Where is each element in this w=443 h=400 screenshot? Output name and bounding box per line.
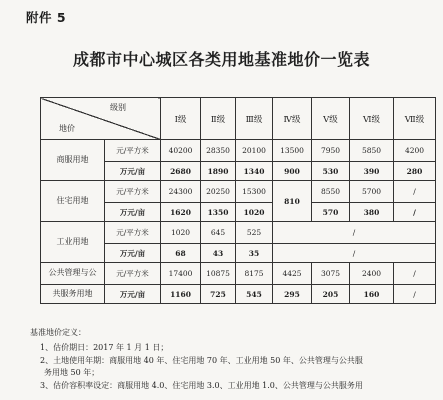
value-cell: 10875 — [201, 263, 236, 285]
value-cell: 1160 — [161, 285, 201, 304]
value-cell: 3075 — [312, 263, 350, 285]
value-cell: 15300 — [236, 181, 273, 203]
value-cell: 1020 — [236, 203, 273, 222]
value-cell: / — [394, 181, 436, 203]
value-cell: 5850 — [350, 140, 394, 162]
value-cell: / — [394, 263, 436, 285]
value-cell: 68 — [161, 244, 201, 263]
value-cell: 900 — [273, 162, 312, 181]
category-residential: 住宅用地 — [41, 181, 105, 222]
value-cell: 1020 — [161, 222, 201, 244]
table-row — [41, 285, 436, 304]
value-cell: 725 — [201, 285, 236, 304]
value-cell: 1350 — [201, 203, 236, 222]
value-cell: 28350 — [201, 140, 236, 162]
value-cell: 20250 — [201, 181, 236, 203]
value-cell: / — [394, 285, 436, 304]
value-cell: 1890 — [201, 162, 236, 181]
unit-cell: 元/平方米 — [105, 140, 161, 162]
value-cell: 4200 — [394, 140, 436, 162]
table-row — [41, 181, 436, 203]
value-cell: 2680 — [161, 162, 201, 181]
value-cell: 43 — [201, 244, 236, 263]
note-item: 1、估价期日：2017 年 1 月 1 日； — [40, 343, 169, 353]
header-grade-label: 级别 — [110, 103, 126, 112]
attachment-label: 附件 5 — [26, 10, 67, 25]
value-cell: 1340 — [236, 162, 273, 181]
table-header-row — [41, 98, 436, 140]
value-cell: 35 — [236, 244, 273, 263]
category-commercial: 商服用地 — [41, 140, 105, 181]
value-cell: 1620 — [161, 203, 201, 222]
value-cell: 570 — [312, 203, 350, 222]
grade-header-1: Ⅰ级 — [161, 98, 201, 140]
unit-cell: 万元/亩 — [105, 244, 161, 263]
value-cell: 545 — [236, 285, 273, 304]
table-row — [41, 222, 436, 244]
category-public-line2: 共服务用地 — [41, 285, 105, 304]
value-cell: 40200 — [161, 140, 201, 162]
unit-cell: 万元/亩 — [105, 203, 161, 222]
value-cell: / — [394, 203, 436, 222]
value-cell: 205 — [312, 285, 350, 304]
value-cell: 380 — [350, 203, 394, 222]
value-cell: 390 — [350, 162, 394, 181]
table-row — [41, 140, 436, 162]
category-industrial: 工业用地 — [41, 222, 105, 263]
value-cell: 280 — [394, 162, 436, 181]
value-cell-merged: / — [273, 222, 436, 244]
note-item-continuation: 务用地 50 年； — [44, 368, 100, 378]
grade-header-3: Ⅲ级 — [236, 98, 273, 140]
value-cell: 24300 — [161, 181, 201, 203]
value-cell: 645 — [201, 222, 236, 244]
note-item: 2、土地使用年期：商服用地 40 年、住宅用地 70 年、工业用地 50 年、公共管理与公共服 — [40, 355, 363, 365]
unit-cell: 万元/亩 — [105, 162, 161, 181]
header-price-label: 地价 — [59, 124, 75, 133]
unit-cell: 万元/亩 — [105, 285, 161, 304]
grade-header-5: Ⅴ级 — [312, 98, 350, 140]
notes-heading: 基准地价定义： — [30, 328, 86, 337]
note-item: 3、估价容积率设定：商服用地 4.0、住宅用地 3.0、工业用地 1.0、公共管理与公共服务用 — [40, 380, 363, 390]
value-cell: 5700 — [350, 181, 394, 203]
land-price-table-wrapper — [40, 97, 435, 304]
value-cell: 17400 — [161, 263, 201, 285]
grade-header-7: Ⅶ级 — [394, 98, 436, 140]
table-row — [41, 263, 436, 285]
value-cell: 160 — [350, 285, 394, 304]
grade-header-4: Ⅳ级 — [273, 98, 312, 140]
unit-cell: 元/平方米 — [105, 222, 161, 244]
grade-header-6: Ⅵ级 — [350, 98, 394, 140]
value-cell: 2400 — [350, 263, 394, 285]
value-cell: 7950 — [312, 140, 350, 162]
value-cell: 13500 — [273, 140, 312, 162]
unit-cell: 元/平方米 — [105, 263, 161, 285]
value-cell: 530 — [312, 162, 350, 181]
category-public-line1: 公共管理与公 — [41, 263, 105, 285]
value-cell-merged: / — [273, 244, 436, 263]
value-cell: 295 — [273, 285, 312, 304]
value-cell: 525 — [236, 222, 273, 244]
value-cell-merged: 810 — [273, 181, 312, 222]
notes-section — [30, 327, 435, 392]
unit-cell: 元/平方米 — [105, 181, 161, 203]
value-cell: 20100 — [236, 140, 273, 162]
land-price-table — [40, 97, 436, 304]
value-cell: 4425 — [273, 263, 312, 285]
diagonal-header-cell — [41, 98, 161, 140]
value-cell: 8175 — [236, 263, 273, 285]
grade-header-2: Ⅱ级 — [201, 98, 236, 140]
value-cell: 8550 — [312, 181, 350, 203]
document-title: 成都市中心城区各类用地基准地价一览表 — [72, 50, 370, 69]
